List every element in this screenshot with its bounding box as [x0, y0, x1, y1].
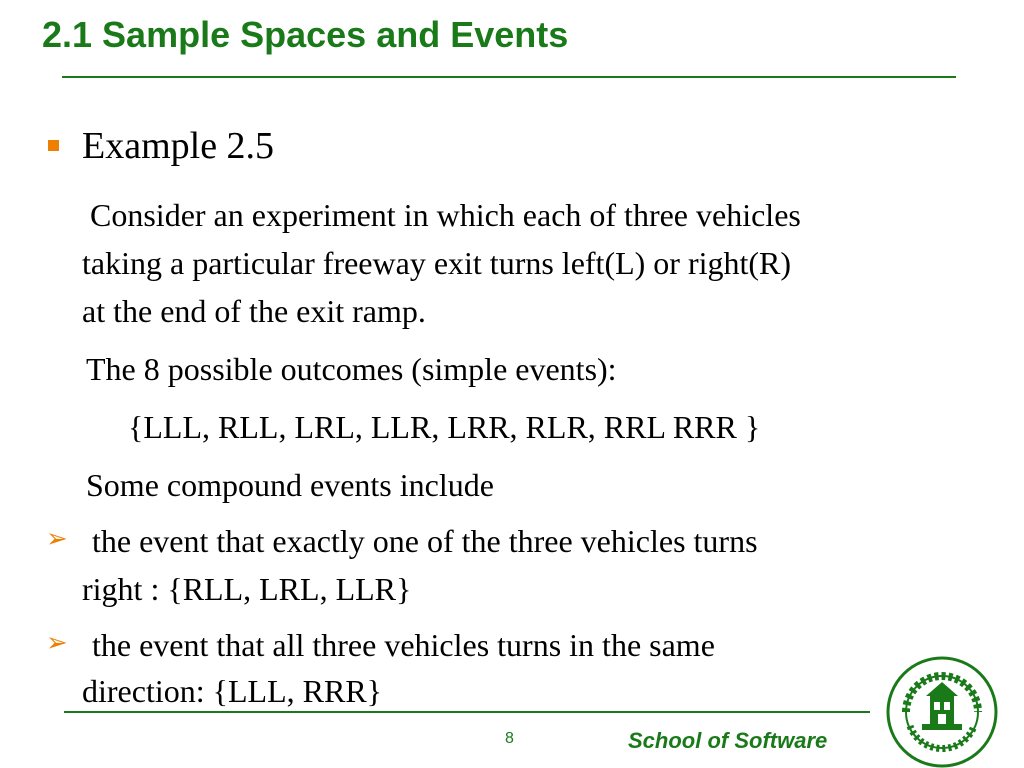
title-divider — [62, 76, 956, 78]
arrow-bullet-icon: ➢ — [46, 524, 68, 554]
arrow-bullet-icon: ➢ — [46, 628, 68, 658]
paragraph-line: Consider an experiment in which each of three vehicles — [90, 197, 801, 233]
example-heading: Example 2.5 — [82, 125, 275, 167]
slide-title: 2.1 Sample Spaces and Events — [42, 14, 569, 55]
outcomes-intro: The 8 possible outcomes (simple events): — [86, 351, 617, 387]
paragraph-line: taking a particular freeway exit turns left(L) or right(R) — [82, 245, 792, 281]
compound-event-line: the event that all three vehicles turns in the same — [92, 627, 715, 663]
paragraph-line: at the end of the exit ramp. — [82, 293, 426, 329]
compound-event-line: the event that exactly one of the three vehicles turns — [92, 523, 758, 559]
compound-event-line: direction: {LLL, RRR} — [82, 673, 383, 709]
outcomes-set: {LLL, RLL, LRL, LLR, LRR, RLR, RRL RRR } — [128, 409, 761, 445]
compound-event-line: right : {RLL, LRL, LLR} — [82, 571, 412, 607]
square-bullet-icon — [48, 140, 59, 151]
footer-divider — [64, 711, 870, 713]
compound-intro: Some compound events include — [86, 467, 494, 503]
school-name: School of Software — [628, 728, 828, 753]
page-number: 8 — [505, 730, 514, 747]
university-seal-logo — [886, 656, 998, 768]
